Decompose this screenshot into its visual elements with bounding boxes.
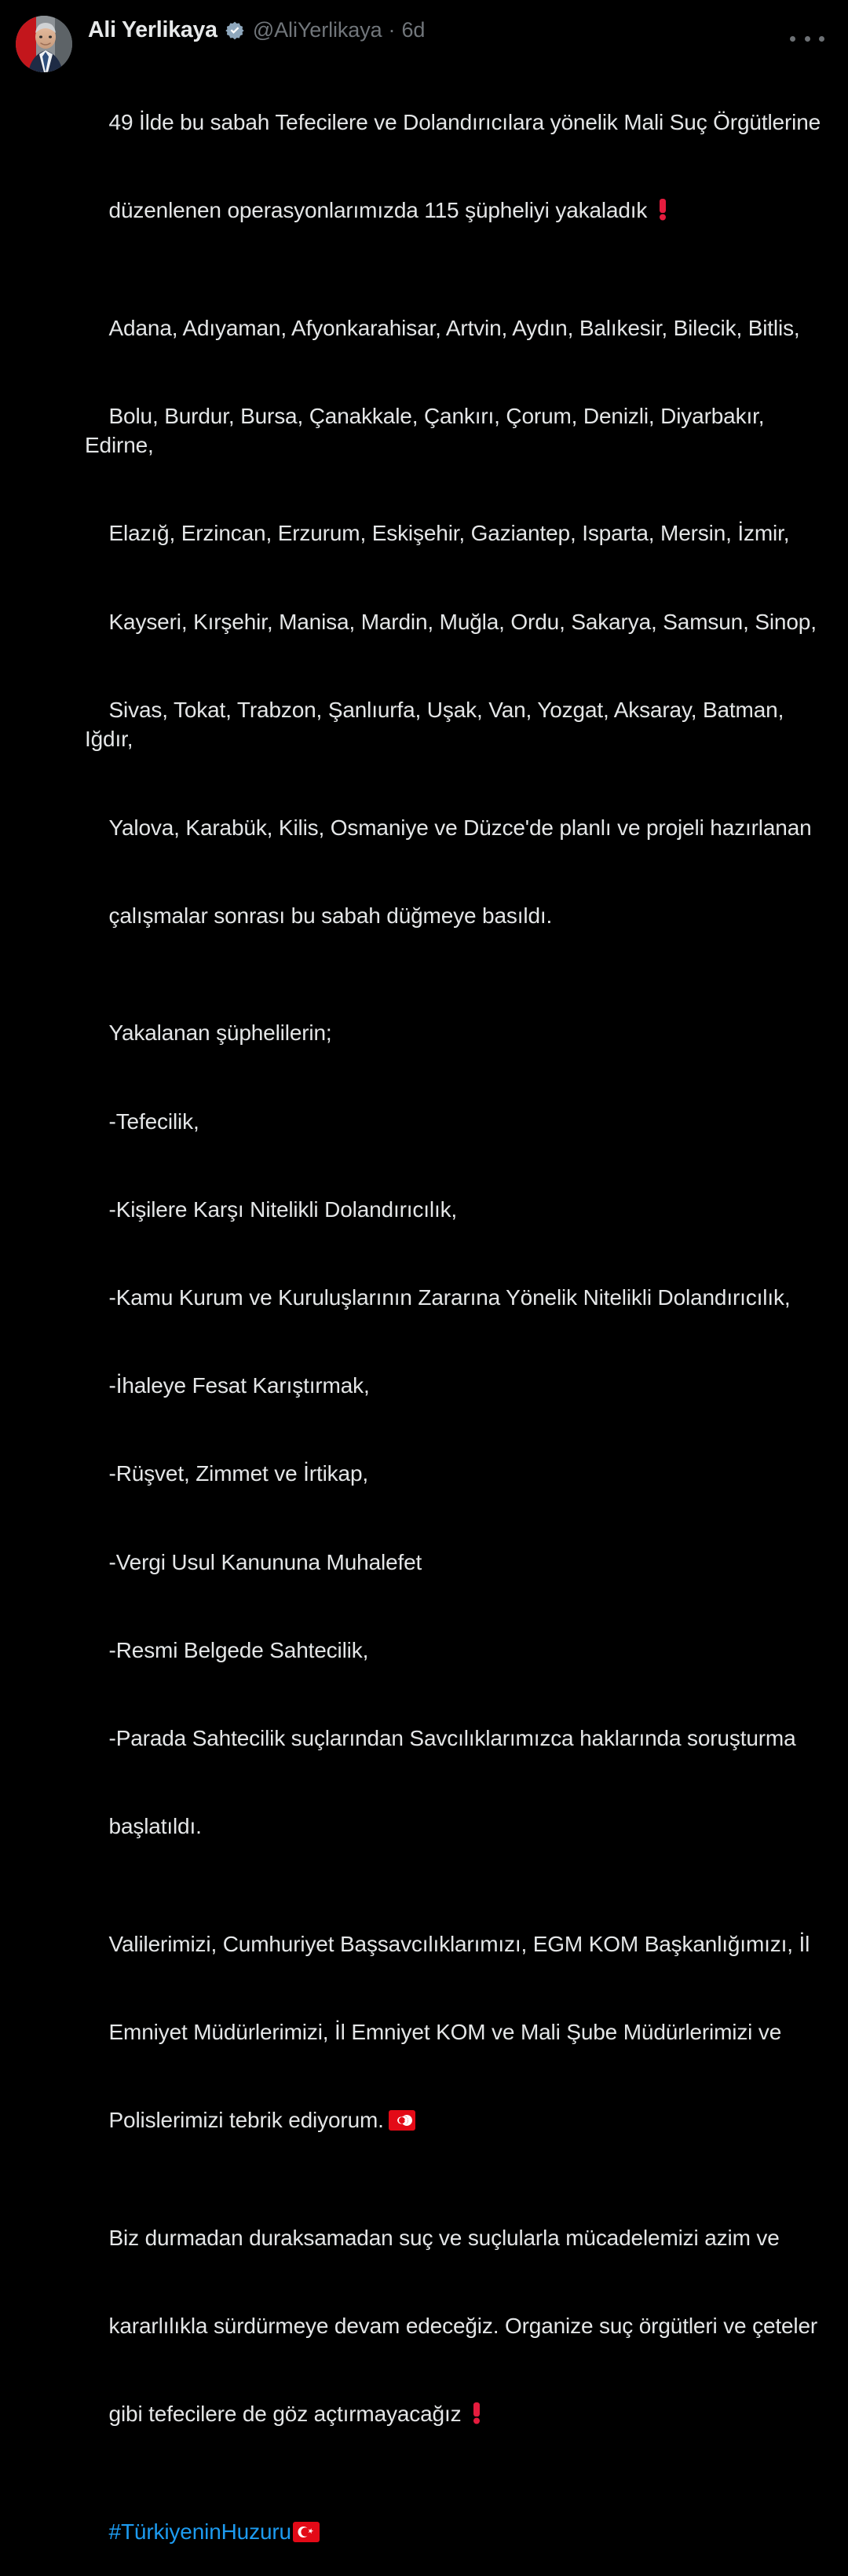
blank-line [85,255,823,284]
tweet-line: Bolu, Burdur, Bursa, Çanakkale, Çankırı, Çorum, Denizli, Diyarbakır, Edirne, [85,403,770,458]
blank-line [85,1871,823,1900]
tweet-line: gibi tefecilere de göz açtırmayacağız [108,2402,462,2427]
charge-item: -Kamu Kurum ve Kuruluşlarının Zararına Yönelik Nitelikli Dolandırıcılık, [108,1285,791,1310]
author-identity [88,14,425,46]
charge-item: -Parada Sahtecilik suçlarından Savcılıklarımızca haklarında soruşturma [108,1726,796,1751]
more-dot [819,36,824,42]
charge-item: başlatıldı. [108,1814,202,1839]
tweet-line: Polislerimizi tebrik ediyorum. [108,2108,384,2133]
tweet-line: Sivas, Tokat, Trabzon, Şanlıurfa, Uşak, Van, Yozgat, Aksaray, Batman, Iğdır, [85,697,790,752]
tweet-line: kararlılıkla sürdürmeye devam edeceğiz. Organize suç örgütleri ve çeteler [108,2314,818,2339]
blank-line [85,2164,823,2193]
tweet-line: Adana, Adıyaman, Afyonkarahisar, Artvin, Aydın, Balıkesir, Bilecik, Bitlis, [108,315,800,340]
charge-item: -Rüşvet, Zimmet ve İrtikap, [108,1461,368,1486]
tweet-line: çalışmalar sonrası bu sabah düğmeye basıldı. [108,903,553,928]
charge-item: -Resmi Belgede Sahtecilik, [108,1637,369,1662]
more-dot [805,36,810,42]
handle-separator: · [388,18,396,42]
tweet-timestamp[interactable]: 6d [401,18,426,42]
blank-line [85,2458,823,2487]
charge-item: -İhaleye Fesat Karıştırmak, [108,1373,370,1398]
tweet-line: Valilerimizi, Cumhuriyet Başsavcılıklarımızı, EGM KOM Başkanlığımızı, İl [108,1931,810,1956]
tweet-line: Biz durmadan duraksamadan suç ve suçlularla mücadelemizi azim ve [108,2226,780,2250]
turkey-flag-emoji [389,2110,415,2131]
verified-badge-icon[interactable] [225,20,245,41]
tweet-line: Kayseri, Kırşehir, Manisa, Mardin, Muğla, Ordu, Sakarya, Samsun, Sinop, [108,609,817,634]
more-dot [790,36,795,42]
turkey-flag-emoji [293,2522,320,2542]
tweet-line: Yalova, Karabük, Kilis, Osmaniye ve Düzce'de planlı ve projeli hazırlanan [108,815,812,840]
charge-item: -Vergi Usul Kanununa Muhalefet [108,1549,422,1574]
tweet-line: 49 İlde bu sabah Tefecilere ve Dolandırıcılara yönelik Mali Suç Örgütlerine [108,109,821,134]
tweet-line: Emniyet Müdürlerimizi, İl Emniyet KOM ve Mali Şube Müdürlerimizi ve [108,2020,782,2045]
charges-heading: Yakalanan şüphelilerin; [108,1021,332,1046]
more-options-icon[interactable] [790,28,824,49]
charge-item: -Kişilere Karşı Nitelikli Dolandırıcılık, [108,1196,458,1222]
tweet-line: düzenlenen operasyonlarımızda 115 şüpheliyi yakaladık [108,198,648,223]
avatar[interactable] [16,16,72,72]
display-name[interactable]: Ali Yerlikaya [88,17,217,42]
author-handle[interactable]: @AliYerlikaya [252,18,382,42]
tweet-text [85,49,823,2576]
blank-line [85,960,823,989]
red-exclamation-mark-emoji [466,2401,487,2424]
tweet-line: Elazığ, Erzincan, Erzurum, Eskişehir, Gaziantep, Isparta, Mersin, İzmir, [108,521,790,546]
charge-item: -Tefecilik, [108,1108,199,1134]
hashtag-link[interactable]: #TürkiyeninHuzuru [108,2519,291,2545]
red-exclamation-mark-emoji [652,197,673,221]
